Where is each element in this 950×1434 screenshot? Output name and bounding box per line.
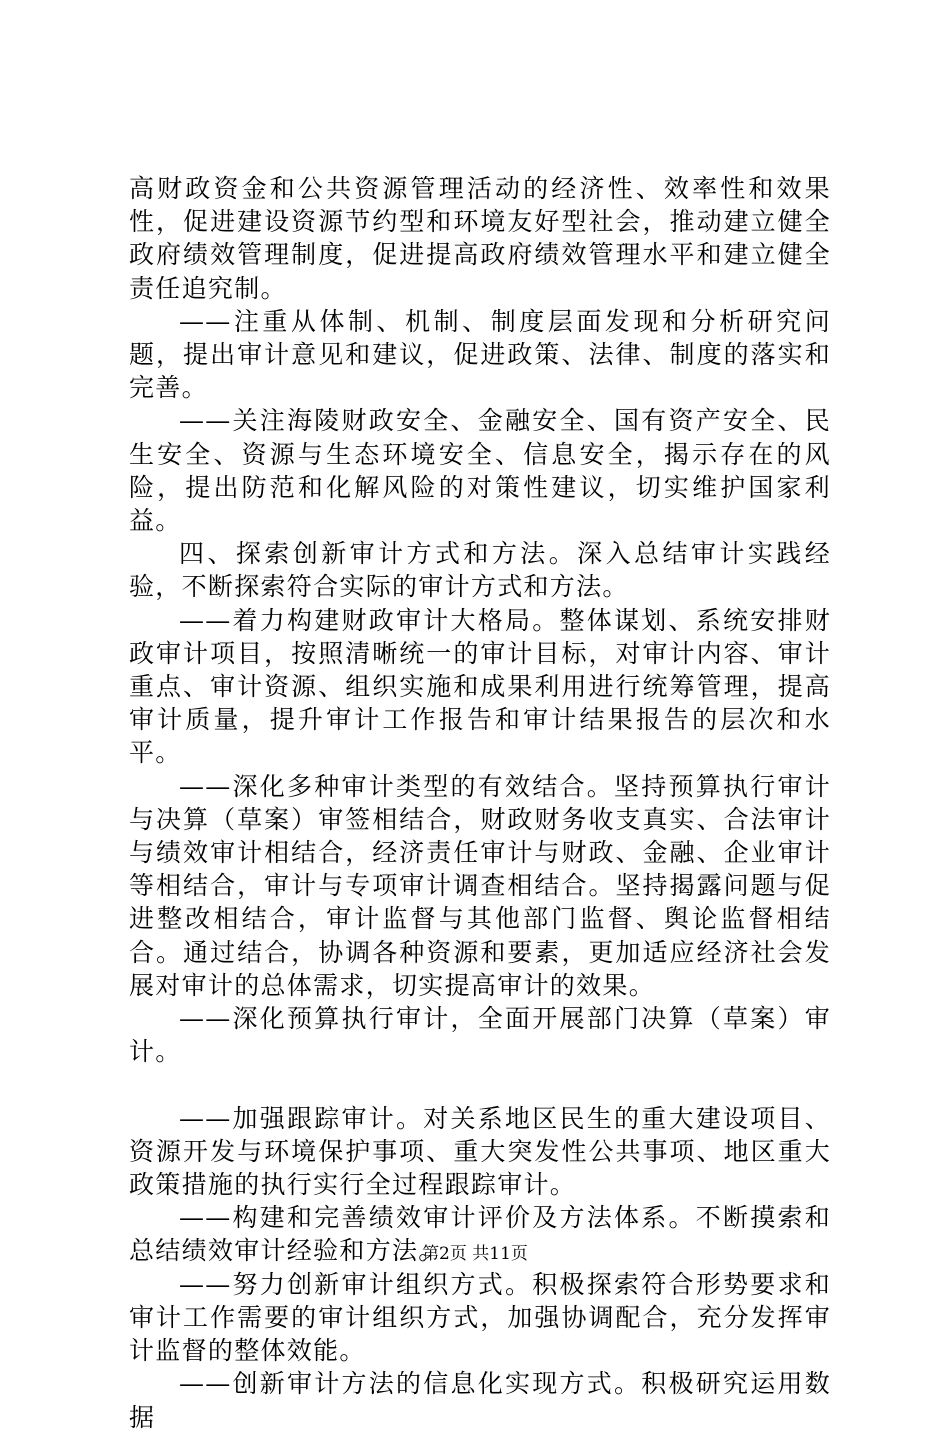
paragraph: ——关注海陵财政安全、金融安全、国有资产安全、民生安全、资源与生态环境安全、信息安全，揭示存在的风险，提出防范和化解风险的对策性建议，切实维护国家利益。 — [129, 406, 831, 536]
paragraph: ——深化多种审计类型的有效结合。坚持预算执行审计与决算（草案）审签相结合，财政财务收支真实、合法审计与绩效审计相结合，经济责任审计与财政、金融、企业审计等相结合，审计与专项审计调查相结合。坚持揭露问题与促进整改相结合，审计监督与其他部门监督、舆论监督相结合。通过结合，协调各种资源和要素，更加适应经济社会发展对审计的总体需求，切实提高审计的效果。 — [129, 771, 831, 1000]
paragraph: ——努力创新审计组织方式。积极探索符合形势要求和审计工作需要的审计组织方式，加强协调配合，充分发挥审计监督的整体效能。 — [129, 1269, 831, 1366]
paragraph: ——注重从体制、机制、制度层面发现和分析研究问题，提出审计意见和建议，促进政策、法律、制度的落实和完善。 — [129, 306, 831, 403]
page-number-label: 第2页 共11页 — [422, 1244, 528, 1264]
paragraph: 高财政资金和公共资源管理活动的经济性、效率性和效果性，促进建设资源节约型和环境友好型社会，推动建立健全政府绩效管理制度，促进提高政府绩效管理水平和建立健全责任追究制。 — [129, 174, 831, 303]
page-footer — [0, 1243, 950, 1265]
paragraph: ——深化预算执行审计，全面开展部门决算（草案）审计。 — [129, 1004, 831, 1067]
paragraph: ——着力构建财政审计大格局。整体谋划、系统安排财政审计项目，按照清晰统一的审计目标，对审计内容、审计重点、审计资源、组织实施和成果利用进行统筹管理，提高审计质量，提升审计工作报告和审计结果报告的层次和水平。 — [129, 605, 831, 768]
paragraph: ——加强跟踪审计。对关系地区民生的重大建设项目、资源开发与环境保护事项、重大突发性公共事项、地区重大政策措施的执行实行全过程跟踪审计。 — [129, 1103, 831, 1200]
section-heading-paragraph: 四、探索创新审计方式和方法。深入总结审计实践经验，不断探索符合实际的审计方式和方法。 — [129, 539, 831, 602]
paragraph: ——构建和完善绩效审计评价及方法体系。不断摸索和总结绩效审计经验和方法。 — [129, 1203, 831, 1266]
blank-line — [129, 1068, 831, 1101]
paragraph: ——创新审计方法的信息化实现方式。积极研究运用数据 — [129, 1369, 831, 1432]
